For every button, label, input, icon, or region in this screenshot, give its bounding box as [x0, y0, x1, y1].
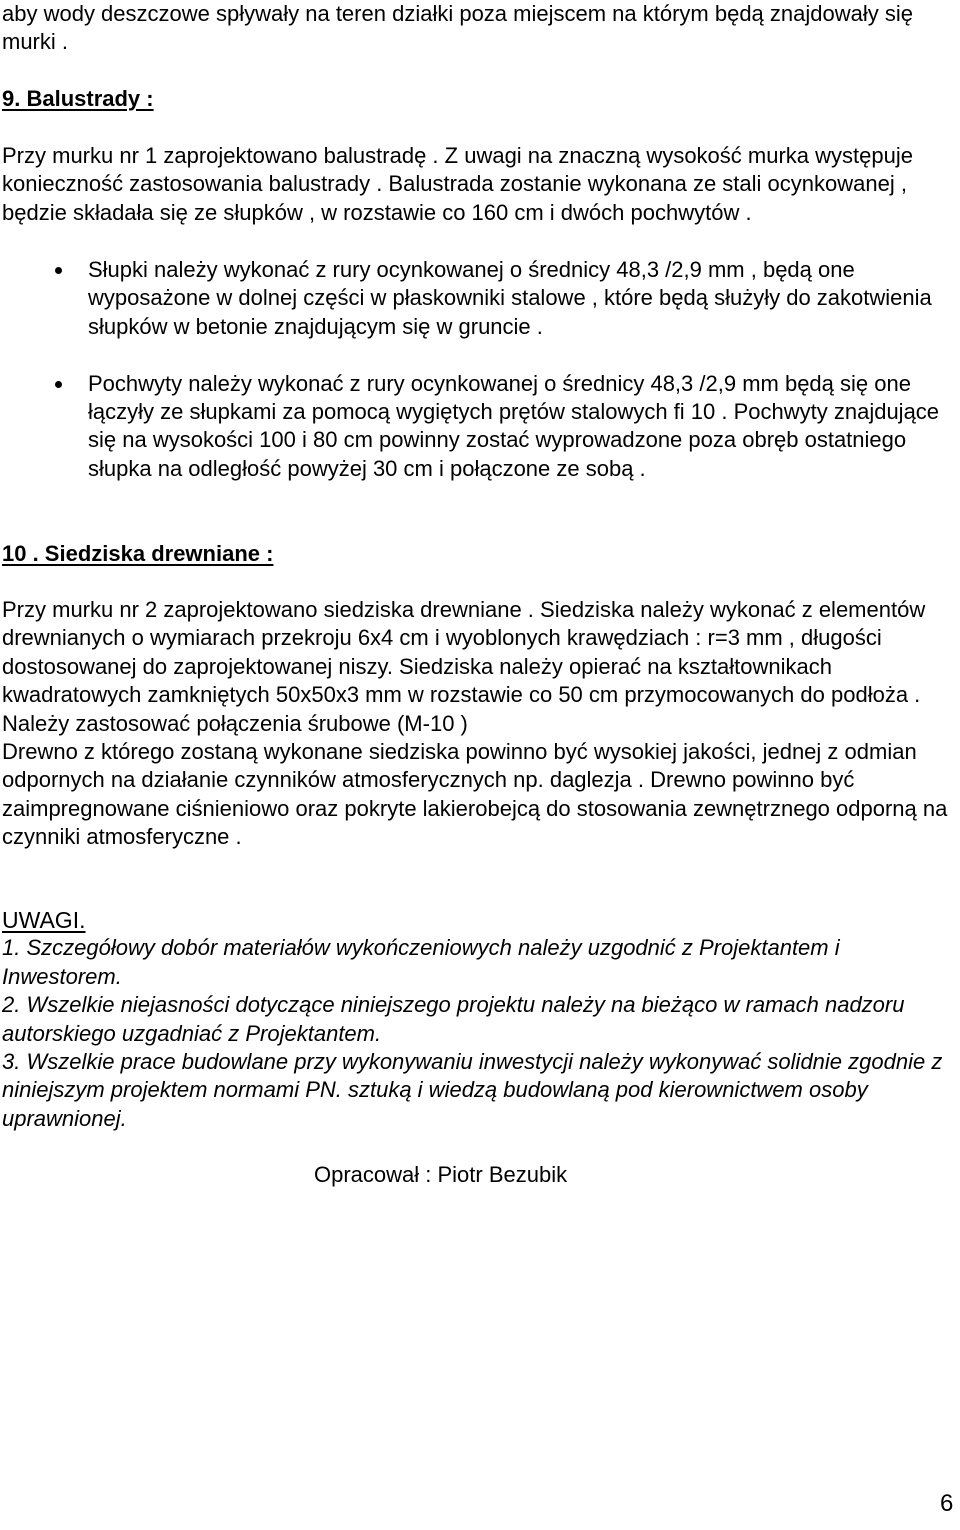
uwagi-note: 2. Wszelkie niejasności dotyczące niniejszego projektu należy na bieżąco w ramach nadzoru autorskiego uzgadniać z Projektantem. — [2, 992, 905, 1046]
bullet-item-pochwyty — [88, 370, 958, 484]
bullet-item-slupki — [88, 256, 958, 341]
section-9-heading: 9. Balustrady : — [2, 86, 154, 111]
bullet-text: Słupki należy wykonać z rury ocynkowanej o średnicy 48,3 /2,9 mm , będą one wyposażone w dolnej części w płaskowniki stalowe , które będą służyły do zakotwienia słupków w betonie znajdującym się w gruncie . — [88, 257, 932, 339]
intro-paragraph: aby wody deszczowe spływały na teren działki poza miejscem na którym będą znajdowały się murki . — [2, 1, 913, 55]
uwagi-section — [2, 906, 954, 1133]
section-9-paragraph: Przy murku nr 1 zaprojektowano balustradę . Z uwagi na znaczną wysokość murka występuje konieczność zastosowania balustrady . Balustrada zostanie wykonana ze stali ocynkowanej , będzie składała się ze słupków , w rozstawie co 160 cm i dwóch pochwytów . — [2, 143, 913, 225]
bullet-dot-icon — [55, 381, 62, 388]
bullet-dot-icon — [55, 267, 62, 274]
uwagi-note: 1. Szczegółowy dobór materiałów wykończeniowych należy uzgodnić z Projektantem i Inwestorem. — [2, 935, 840, 989]
section-10-paragraph-1: Przy murku nr 2 zaprojektowano siedziska drewniane . Siedziska należy wykonać z elementów drewnianych o wymiarach przekroju 6x4 cm i wyoblonych krawędziach : r=3 mm , długości dostosowanej do zaprojektowanej niszy. Siedziska należy opierać na kształtownikach kwadratowych zamkniętych 50x50x3 mm w rozstawie co 50 cm przymocowanych do podłoża . Należy zastosować połączenia śrubowe (M-10 ) — [2, 597, 926, 736]
uwagi-heading: UWAGI. — [2, 907, 86, 933]
section-10-paragraph-2: Drewno z którego zostaną wykonane siedziska powinno być wysokiej jakości, jednej z odmian odpornych na działanie czynników atmosferycznych np. daglezja . Drewno powinno być zaimpregnowane ciśnieniowo oraz pokryte lakierobejcą do stosowania zewnętrznego odporną na czynniki atmosferyczne . — [2, 739, 948, 850]
signature-line: Opracował : Piotr Bezubik — [314, 1162, 568, 1187]
section-9-bullet-list — [88, 256, 958, 483]
uwagi-note: 3. Wszelkie prace budowlane przy wykonywaniu inwestycji należy wykonywać solidnie zgodnie z niniejszym projektem normami PN. sztuką i wiedzą budowlaną pod kierownictwem osoby uprawnionej. — [2, 1049, 943, 1131]
section-10-body — [2, 596, 954, 852]
bullet-text: Pochwyty należy wykonać z rury ocynkowanej o średnicy 48,3 /2,9 mm będą się one łączyły ze słupkami za pomocą wygiętych prętów stalowych fi 10 . Pochwyty znajdujące się na wysokości 100 i 80 cm powinny zostać wyprowadzone poza obręb ostatniego słupka na odległość powyżej 30 cm i połączone ze sobą . — [88, 370, 940, 481]
uwagi-notes-list — [2, 934, 954, 1133]
page-number: 6 — [940, 1490, 954, 1517]
section-10-heading: 10 . Siedziska drewniane : — [2, 541, 274, 566]
